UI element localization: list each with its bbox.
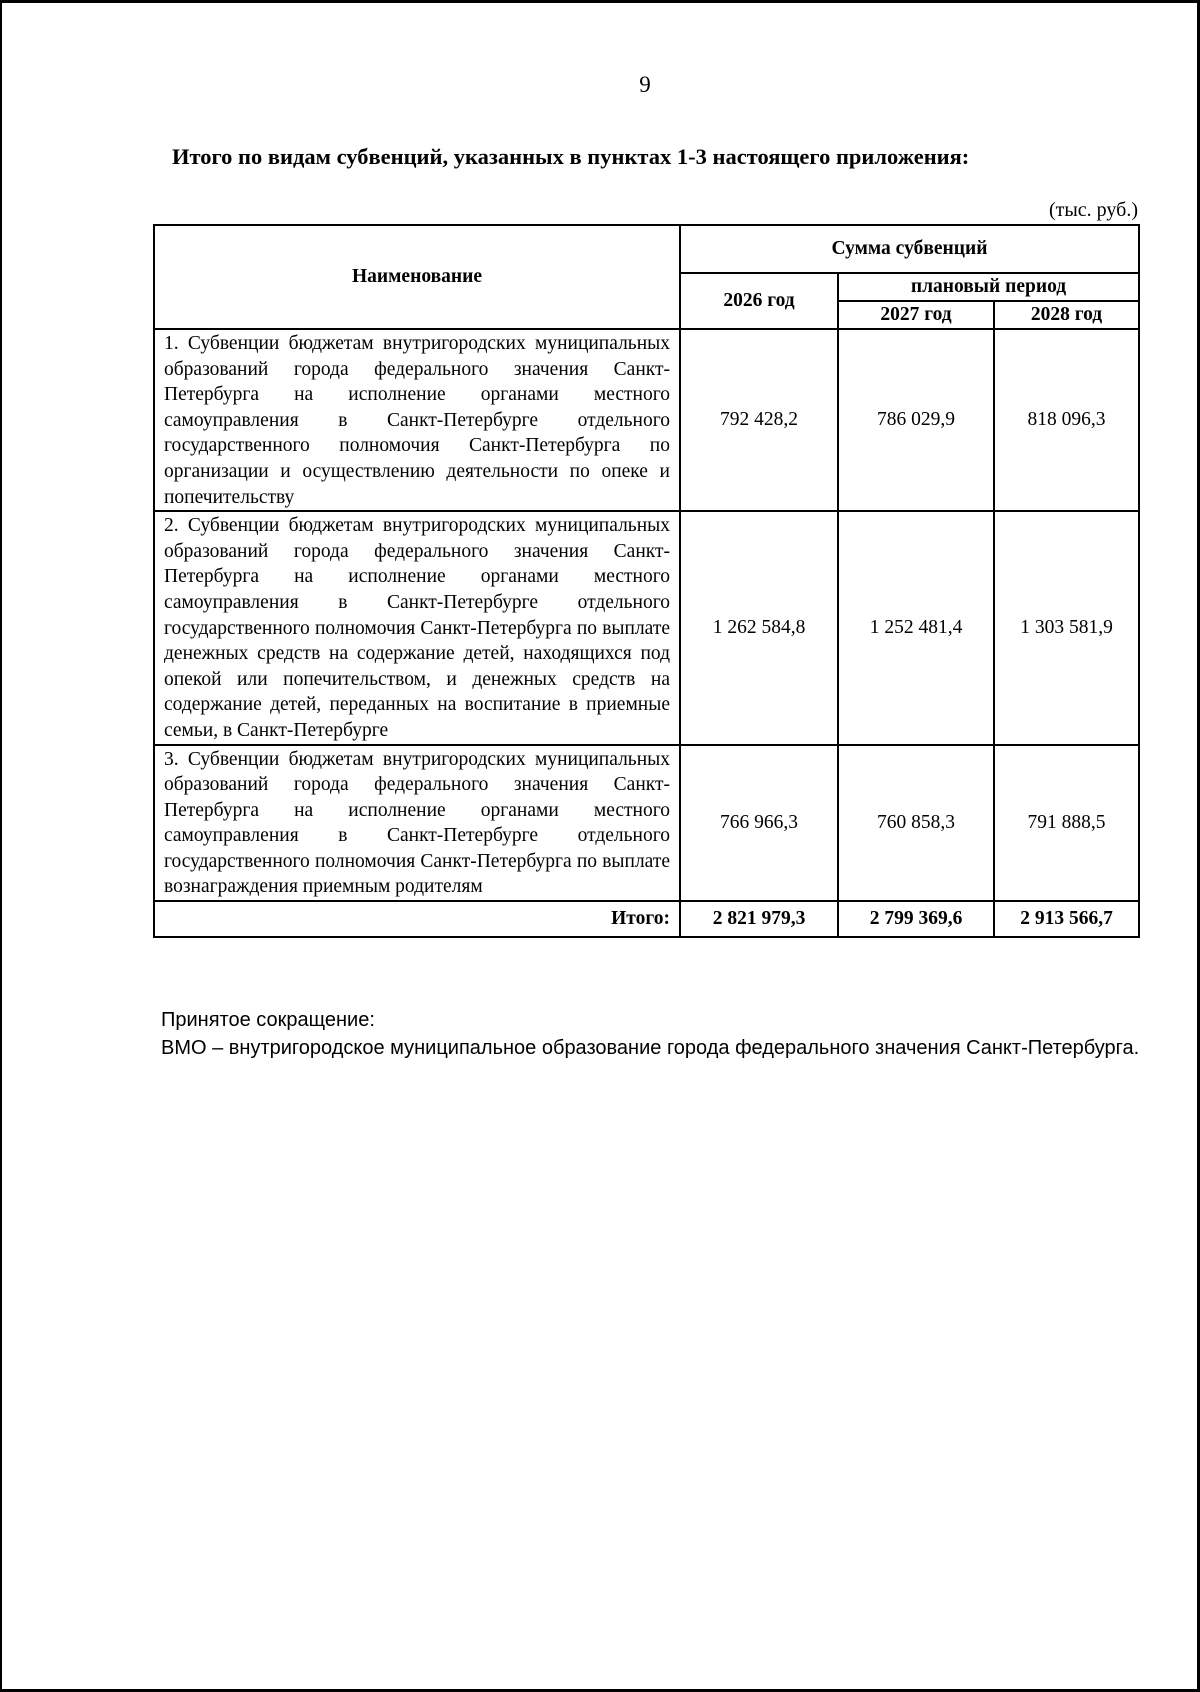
row-value-2026: 1 262 584,8 [680,511,838,744]
header-year-2026: 2026 год [680,273,838,329]
header-year-2027: 2027 год [838,301,994,329]
row-value-2027: 1 252 481,4 [838,511,994,744]
subventions-table [153,224,1140,938]
table-row [154,745,1139,902]
row-value-2027: 786 029,9 [838,329,994,511]
row-value-2028: 1 303 581,9 [994,511,1139,744]
row-value-2026: 792 428,2 [680,329,838,511]
total-value-2027: 2 799 369,6 [838,901,994,937]
header-sum: Сумма субвенций [680,225,1139,273]
total-value-2028: 2 913 566,7 [994,901,1139,937]
row-value-2028: 818 096,3 [994,329,1139,511]
row-name: 1. Субвенции бюджетам внутригородских муниципальных образований города федерального значения Санкт-Петербурга на исполнение органами местного самоуправления в Санкт-Петербурге отдельного государственного полномочия Санкт-Петербурга по организации и осуществлению деятельности по опеке и попечительству [154,329,680,511]
total-label: Итого: [154,901,680,937]
table-row [154,329,1139,511]
page-number: 9 [639,72,651,97]
header-name: Наименование [154,225,680,329]
abbreviation-title: Принятое сокращение: [161,1009,375,1031]
header-plan-period: плановый период [838,273,1139,301]
abbreviation-text: ВМО – внутригородское муниципальное образование города федерального значения Санкт-Петербурга. [161,1037,1140,1059]
row-value-2027: 760 858,3 [838,745,994,902]
row-value-2028: 791 888,5 [994,745,1139,902]
total-row [154,901,1139,937]
row-value-2026: 766 966,3 [680,745,838,902]
row-name: 2. Субвенции бюджетам внутригородских муниципальных образований города федерального значения Санкт-Петербурга на исполнение органами местного самоуправления в Санкт-Петербурге отдельного государственного полномочия Санкт-Петербурга по выплате денежных средств на содержание детей, находящихся под опекой или попечительством, и денежных средств на содержание детей, переданных на воспитание в приемные семьи, в Санкт-Петербурге [154,511,680,744]
total-value-2026: 2 821 979,3 [680,901,838,937]
header-year-2028: 2028 год [994,301,1139,329]
table-row [154,511,1139,744]
units-label: (тыс. руб.) [1048,199,1138,221]
row-name: 3. Субвенции бюджетам внутригородских муниципальных образований города федерального значения Санкт-Петербурга на исполнение органами местного самоуправления в Санкт-Петербурге отдельного государственного полномочия Санкт-Петербурга по выплате вознаграждения приемным родителям [154,745,680,902]
document-heading: Итого по видам субвенций, указанных в пунктах 1-3 настоящего приложения: [172,144,970,169]
